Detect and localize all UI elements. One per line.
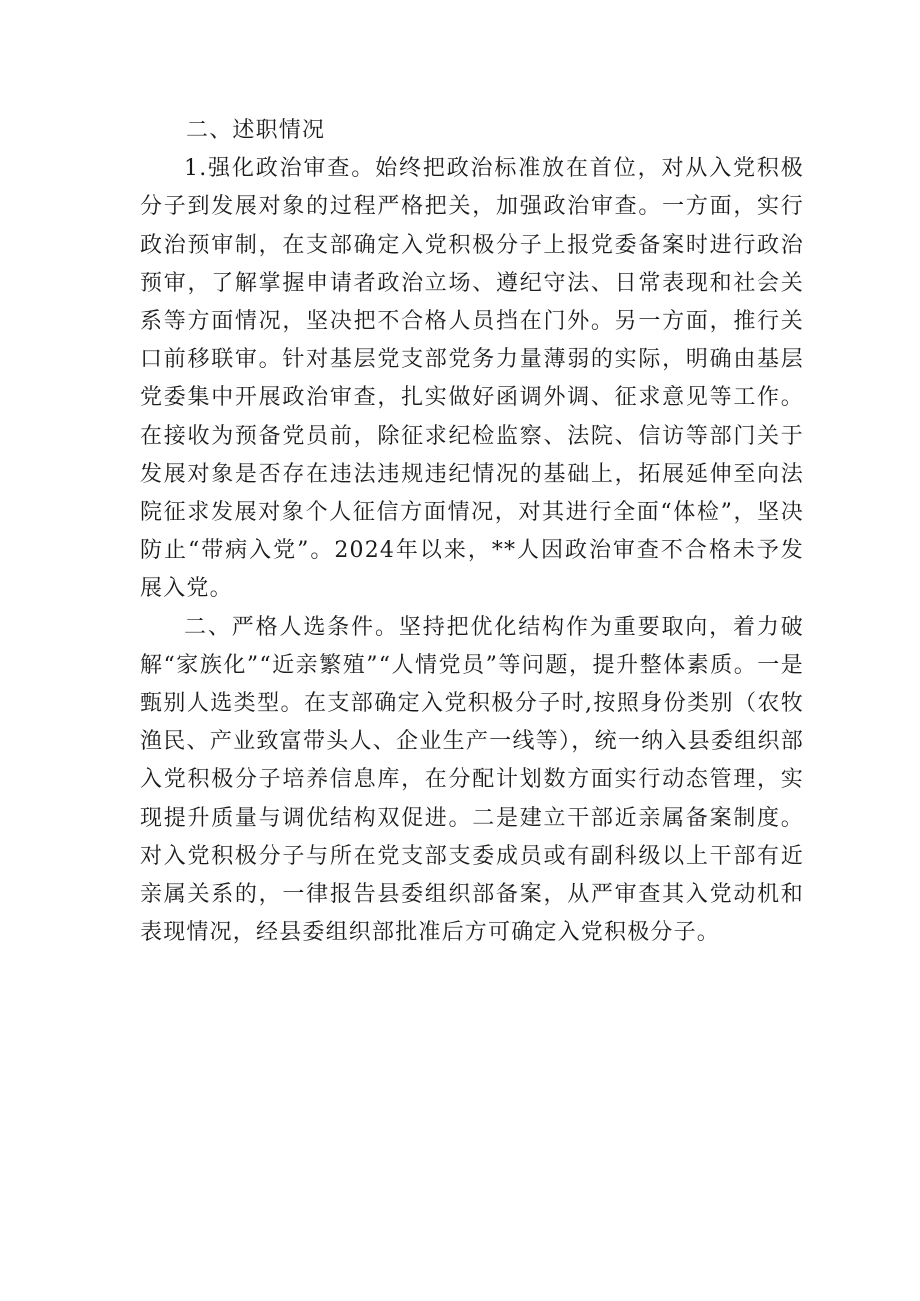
section-heading: 二、述职情况	[186, 118, 326, 143]
paragraph-political-review: 1.强化政治审查。始终把政治标准放在首位，对从入党积极分子到发展对象的过程严格把关，加强政治审查。一方面，实行政治预审制，在支部确定入党积极分子上报党委备案时进行政治预审，了解掌握申请者政治立场、遵纪守法、日常表现和社会关系等方面情况，坚决把不合格人员挡在门外。另一方面，推行关口前移联审。针对基层党支部党务力量薄弱的实际，明确由基层党委集中开展政治审查，扎实做好函调外调、征求意见等工作。在接收为预备党员前，除征求纪检监察、法院、信访等部门关于发展对象是否存在违法违规违纪情况的基础上，拓展延伸至向法院征求发展对象个人征信方面情况，对其进行全面“体检”，坚决防止“带病入党”。2024年以来，**人因政治审查不合格未予发展入党。	[140, 156, 804, 602]
paragraph-candidate-conditions: 二、严格人选条件。坚持把优化结构作为重要取向，着力破解“家族化”“近亲繁殖”“人情党员”等问题，提升整体素质。一是甄别人选类型。在支部确定入党积极分子时,按照身份类别（农牧渔民、产业致富带头人、企业生产一线等），统一纳入县委组织部入党积极分子培养信息库，在分配计划数方面实行动态管理，实现提升质量与调优结构双促进。二是建立干部近亲属备案制度。对入党积极分子与所在党支部支委成员或有副科级以上干部有近亲属关系的，一律报告县委组织部备案，从严审查其入党动机和表现情况，经县委组织部批准后方可确定入党积极分子。	[140, 614, 804, 946]
document-body	[140, 112, 804, 952]
